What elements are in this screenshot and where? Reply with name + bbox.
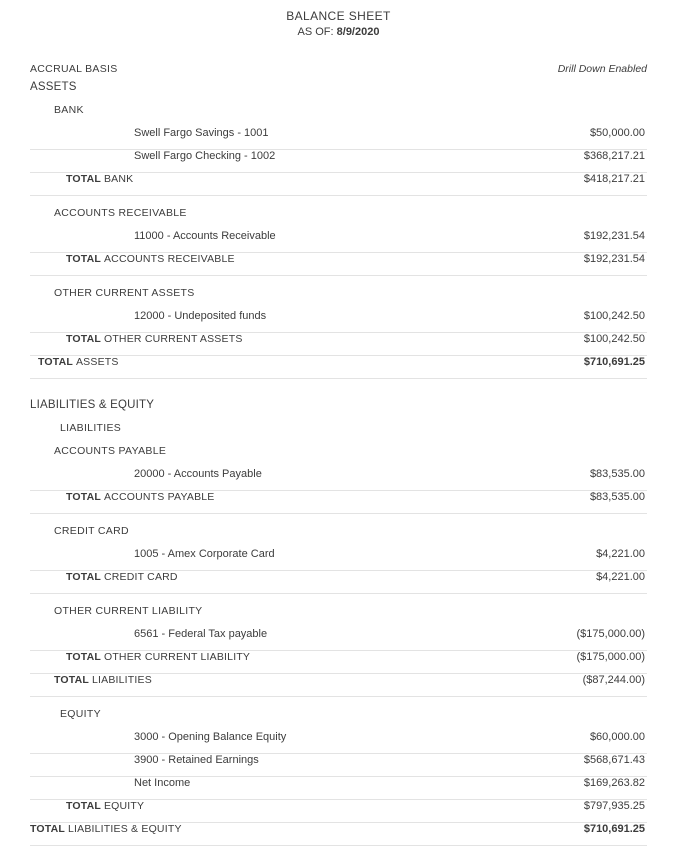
account-amount[interactable]: $50,000.00 [589,127,645,140]
table-row[interactable] [30,150,647,173]
account-amount[interactable]: $192,231.54 [583,230,645,243]
credit-card-label: CREDIT CARD [54,525,129,538]
group-header-credit-card [30,525,647,548]
account-name[interactable]: Swell Fargo Checking - 1002 [134,150,276,163]
account-name[interactable]: 1005 - Amex Corporate Card [134,548,275,561]
total-prefix: TOTAL [66,651,104,664]
drill-down-status: Drill Down Enabled [557,63,647,76]
spacer [30,697,647,708]
spacer [30,514,647,525]
total-prefix: TOTAL [66,333,104,346]
total-amount: $100,242.50 [583,333,645,346]
account-name[interactable]: 6561 - Federal Tax payable [134,628,268,641]
account-amount[interactable]: $568,671.43 [583,754,645,767]
total-amount: $710,691.25 [583,356,645,369]
total-row-other-current-liability [30,651,647,674]
table-row[interactable] [30,731,647,754]
table-row[interactable] [30,754,647,777]
account-amount[interactable]: $169,263.82 [583,777,645,790]
total-label: CREDIT CARD [103,571,178,584]
group-header-liabilities [30,422,647,445]
total-prefix: TOTAL [66,800,104,813]
page-title: BALANCE SHEET [286,9,391,23]
account-name[interactable]: 12000 - Undeposited funds [134,310,267,323]
total-row-accounts-receivable [30,253,647,276]
as-of-date: 8/9/2020 [336,26,380,39]
account-name[interactable]: 20000 - Accounts Payable [134,468,262,481]
table-row[interactable] [30,548,647,571]
group-header-other-current-assets [30,287,647,310]
total-prefix: TOTAL [66,491,104,504]
total-label: BANK [103,173,134,186]
total-label: ACCOUNTS RECEIVABLE [103,253,235,266]
total-row-accounts-payable [30,491,647,514]
group-header-equity [30,708,647,731]
total-label: LIABILITIES [91,674,152,687]
account-amount[interactable]: ($175,000.00) [576,628,645,641]
account-name[interactable]: 3000 - Opening Balance Equity [134,731,287,744]
assets-label: ASSETS [30,81,77,94]
total-prefix: TOTAL [66,253,104,266]
account-amount[interactable]: $60,000.00 [589,731,645,744]
total-amount: $797,935.25 [583,800,645,813]
total-amount: $192,231.54 [583,253,645,266]
table-row[interactable] [30,127,647,150]
total-row-other-current-assets [30,333,647,356]
account-name[interactable]: Swell Fargo Savings - 1001 [134,127,269,140]
table-row[interactable] [30,230,647,253]
spacer [30,594,647,605]
total-prefix: TOTAL [30,823,68,836]
section-header-assets [30,81,647,104]
total-label: EQUITY [103,800,145,813]
accounting-basis: ACCRUAL BASIS [30,63,118,76]
equity-label: EQUITY [60,708,101,721]
total-label: ASSETS [75,356,119,369]
total-amount: $83,535.00 [589,491,645,504]
account-amount[interactable]: $368,217.21 [583,150,645,163]
total-amount: ($87,244.00) [582,674,645,687]
account-name[interactable]: 3900 - Retained Earnings [134,754,259,767]
table-row[interactable] [30,777,647,800]
total-prefix: TOTAL [66,571,104,584]
section-header-liabilities-equity [30,399,647,422]
total-label: OTHER CURRENT ASSETS [103,333,243,346]
group-header-bank [30,104,647,127]
accounts-receivable-label: ACCOUNTS RECEIVABLE [54,207,187,220]
spacer [30,196,647,207]
account-name[interactable]: Net Income [134,777,191,790]
spacer [30,276,647,287]
total-row-bank [30,173,647,196]
liabilities-label: LIABILITIES [60,422,122,435]
total-label: ACCOUNTS PAYABLE [103,491,215,504]
as-of-label: AS OF: [297,26,334,39]
total-prefix: TOTAL [54,674,92,687]
other-current-assets-label: OTHER CURRENT ASSETS [54,287,195,300]
account-amount[interactable]: $100,242.50 [583,310,645,323]
table-row[interactable] [30,468,647,491]
total-row-liabilities-equity [30,823,647,846]
table-row[interactable] [30,310,647,333]
report-meta [30,63,647,75]
other-current-liability-label: OTHER CURRENT LIABILITY [54,605,203,618]
group-header-accounts-payable [30,445,647,468]
total-row-assets [30,356,647,379]
total-prefix: TOTAL [38,356,76,369]
total-row-credit-card [30,571,647,594]
total-row-equity [30,800,647,823]
bank-label: BANK [54,104,84,117]
account-name[interactable]: 11000 - Accounts Receivable [134,230,276,243]
total-row-liabilities [30,674,647,697]
group-header-accounts-receivable [30,207,647,230]
total-amount: $710,691.25 [583,823,645,836]
total-amount: $418,217.21 [583,173,645,186]
group-header-other-current-liability [30,605,647,628]
account-amount[interactable]: $83,535.00 [589,468,645,481]
total-amount: ($175,000.00) [576,651,645,664]
total-prefix: TOTAL [66,173,104,186]
as-of-line [30,25,647,41]
report-header [30,0,647,41]
spacer [30,379,647,399]
total-amount: $4,221.00 [596,571,645,584]
table-row[interactable] [30,628,647,651]
total-label: OTHER CURRENT LIABILITY [103,651,251,664]
accounts-payable-label: ACCOUNTS PAYABLE [54,445,167,458]
total-label: LIABILITIES & EQUITY [67,823,182,836]
account-amount[interactable]: $4,221.00 [596,548,645,561]
liabilities-equity-label: LIABILITIES & EQUITY [30,399,155,412]
